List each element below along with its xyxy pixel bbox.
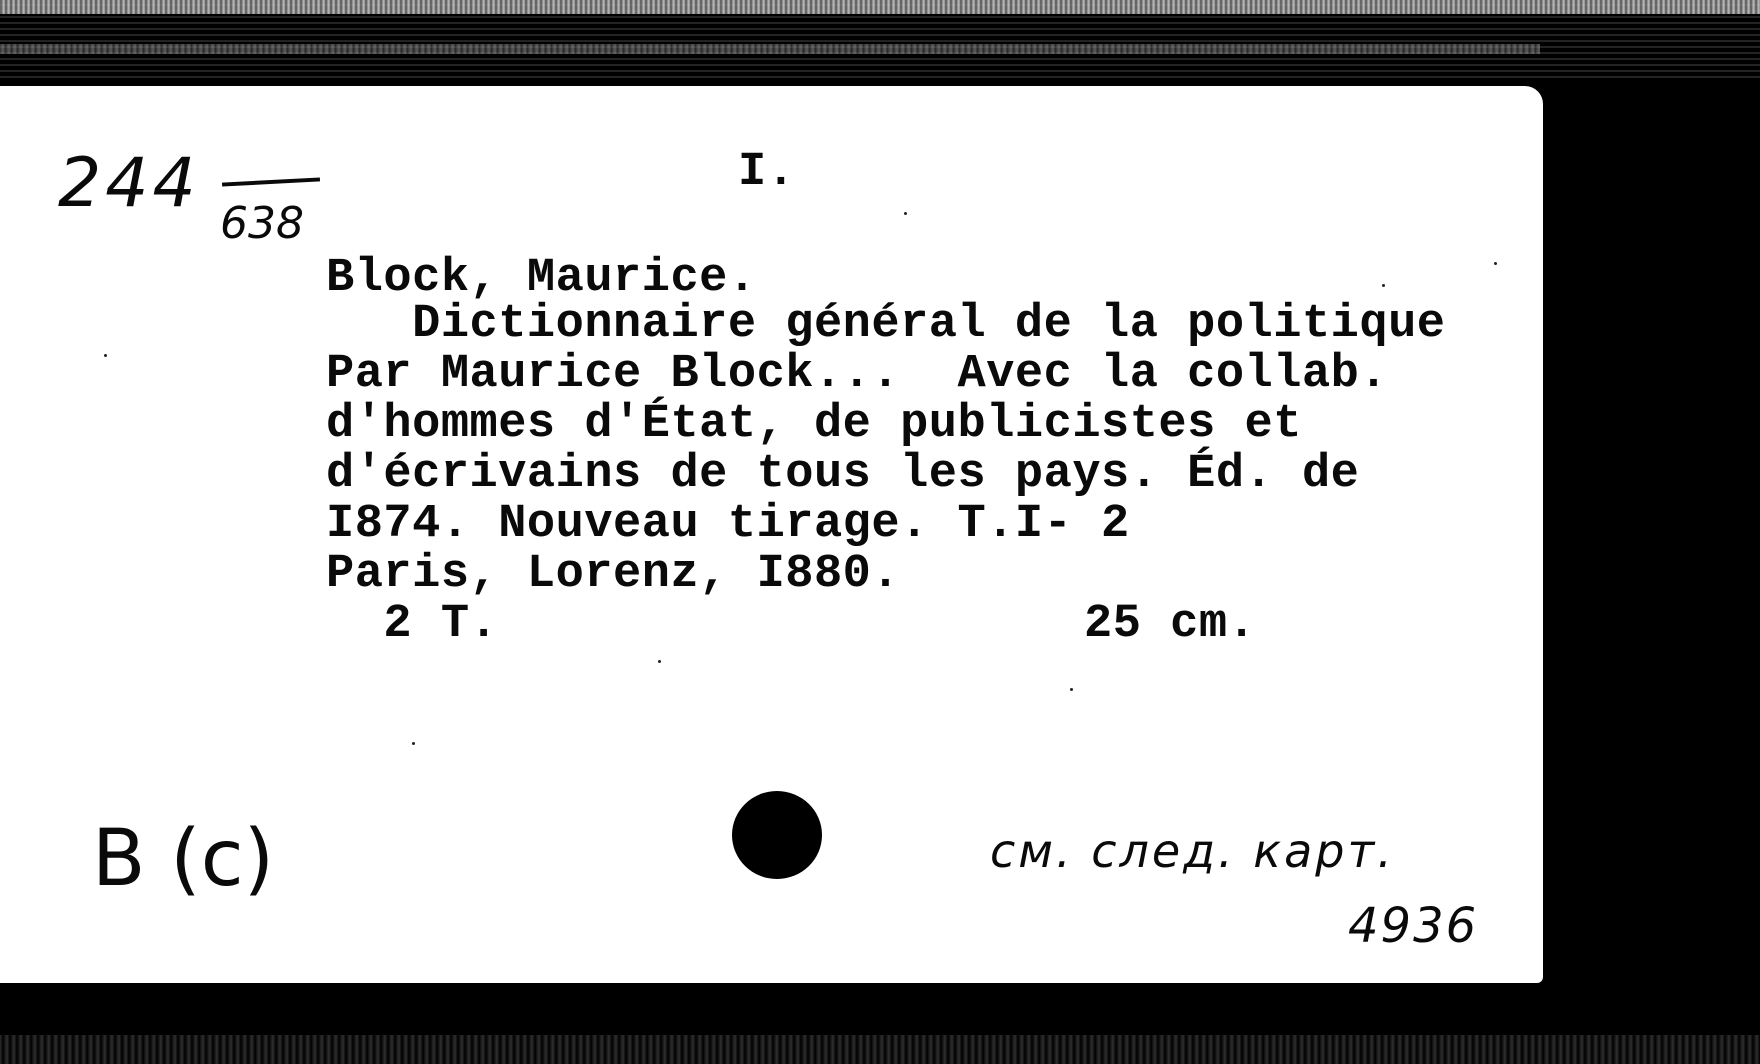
description-line-3: d'hommes d'État, de publicistes et [326, 398, 1302, 451]
dust-speck [1070, 688, 1073, 691]
location-code: B (c) [92, 814, 275, 904]
description-line-4: d'écrivains de tous les pays. Éd. de [326, 448, 1360, 501]
scan-noise-top [0, 0, 1760, 78]
catalog-card [0, 86, 1543, 983]
description-line-1: Dictionnaire général de la politique [326, 298, 1446, 351]
scan-noise-bottom [0, 1035, 1760, 1064]
heading-mark: I. [738, 146, 796, 199]
dust-speck [412, 742, 415, 745]
author-heading: Block, Maurice. [326, 252, 757, 305]
accession-number: 4936 [1348, 898, 1479, 954]
dust-speck [658, 660, 661, 663]
see-next-card-note: см. след. карт. [990, 824, 1395, 878]
dust-speck [1494, 262, 1497, 265]
dust-speck [104, 354, 107, 357]
dust-speck [1382, 284, 1385, 287]
call-number-fraction-line [222, 177, 320, 186]
dust-speck [904, 212, 907, 215]
call-number-main: 244 [58, 144, 200, 223]
physical-size: 25 cm. [1084, 598, 1257, 651]
volumes-count: 2 T. [326, 598, 499, 651]
description-line-2: Par Maurice Block... Avec la collab. [326, 348, 1389, 401]
call-number-sub: 638 [220, 198, 304, 249]
card-punch-hole [732, 791, 822, 879]
imprint-line: Paris, Lorenz, I880. [326, 548, 901, 601]
description-line-5: I874. Nouveau tirage. T.I- 2 [326, 498, 1130, 551]
